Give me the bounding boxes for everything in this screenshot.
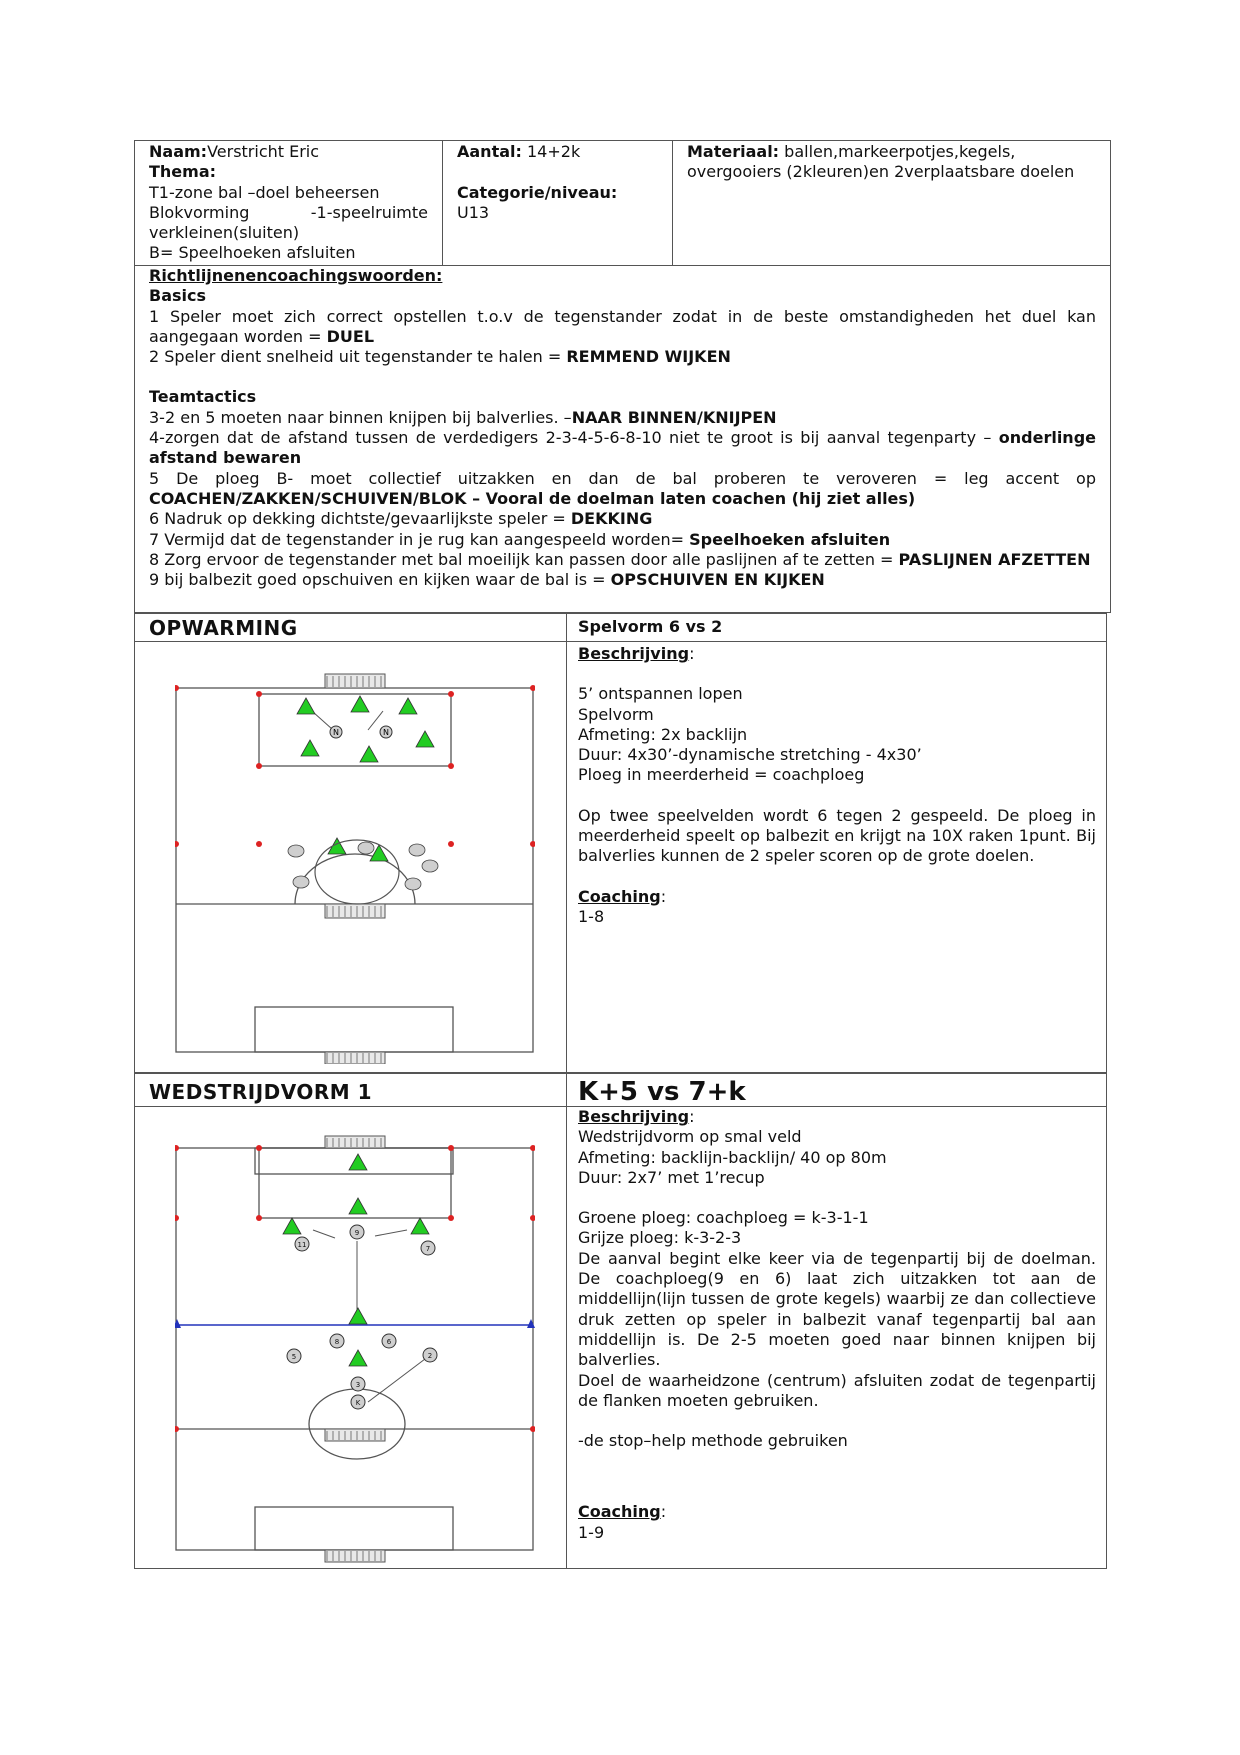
basics-item: 2 Speler dient snelheid uit tegenstander te halen = REMMEND WIJKEN [149, 347, 731, 367]
svg-text:11: 11 [297, 1241, 307, 1249]
goal-top-icon [325, 674, 385, 688]
goal-bottom-icon [325, 1550, 385, 1562]
desc-line: 5’ ontspannen lopen [578, 684, 743, 704]
exercise-description: Beschrijving: Wedstrijdvorm op smal veld Afmeting: backlijn-backlijn/ 40 op 80m Duur: 2x7’ met 1’recup Groene ploeg: coachploeg = k-3-1-1 Grijze ploeg: k-3-2-3 De aanval begint elke keer via de tegenpartij bij de doelman. De coachploeg(9 en 6) laat zich uitzakken tot aan de middellijn(lijn tussen de grote kegels) waarbij ze dan collectieve druk zetten op speler in balbezit vanaf tegenpartij bal aan middellijn is. De 2-5 moeten goed naar binnen knijpen bij balverlies. Doel de waarheidzone (centrum) afsluiten zodat de tegenpartij de flanken moeten gebruiken. -de stop–help methode gebruiken Coaching: 1-9 [578, 1107, 1096, 1542]
svg-text:5: 5 [291, 1353, 297, 1361]
goal-middle-icon [325, 904, 385, 918]
materiaal-label: Materiaal: [687, 142, 780, 161]
desc-paragraph: Doel de waarheidzone (centrum) afsluiten zodat de tegenpartij de flanken moeten gebruiken. [578, 1370, 1096, 1410]
aantal-label: Aantal: [457, 142, 522, 161]
svg-text:6: 6 [386, 1338, 392, 1346]
guidelines-title: Richtlijnenencoachingswoorden: [149, 266, 443, 285]
goal-top-icon [325, 1136, 385, 1148]
coaching-value: 1-9 [578, 1522, 605, 1542]
svg-text:N: N [383, 728, 389, 737]
materiaal-value: ballen,markeerpotjes,kegels, overgooiers (2kleuren)en 2verplaatsbare doelen [687, 142, 1075, 182]
goal-bottom-icon [325, 1052, 385, 1064]
desc-line: Wedstrijdvorm op smal veld [578, 1127, 802, 1147]
thema-label: Thema: [149, 162, 217, 182]
svg-text:2: 2 [427, 1352, 433, 1360]
header-col-naam [135, 141, 443, 265]
svg-text:7: 7 [425, 1245, 431, 1253]
categorie-value: U13 [457, 202, 490, 222]
desc-line: Spelvorm [578, 704, 654, 724]
guidelines-box [134, 265, 1111, 613]
svg-text:8: 8 [334, 1338, 340, 1346]
thema-line: T1-zone bal –doel beheersen [149, 182, 380, 202]
teamtactics-item: 8 Zorg ervoor de tegenstander met bal moeilijk kan passen door alle paslijnen af te zetten = PASLIJNEN AFZETTEN [149, 549, 1091, 569]
desc-line: Afmeting: 2x backlijn [578, 724, 748, 744]
svg-text:K: K [355, 1399, 361, 1407]
desc-line: Duur: 2x7’ met 1’recup [578, 1167, 765, 1187]
thema-line: B= Speelhoeken afsluiten [149, 243, 356, 263]
exercise-subtitle: Spelvorm 6 vs 2 [578, 617, 723, 636]
header-table [134, 140, 1111, 266]
basics-item: 1 Speler moet zich correct opstellen t.o.v de tegenstander zodat in de beste omstandigheden het duel kan aangegaan worden = DUEL [149, 306, 1096, 346]
desc-paragraph: De aanval begint elke keer via de tegenpartij bij de doelman. De coachploeg(9 en 6) laat zich uitzakken tot aan de middellijn(lijn tussen de grote kegels) waarbij ze dan collectieve druk zetten op speler in balbezit vanaf tegenpartij bal aan middellijn is. De 2-5 moeten goed naar binnen knijpen bij balverlies. [578, 1248, 1096, 1370]
teamtactics-item: 6 Nadruk op dekking dichtste/gevaarlijkste speler = DEKKING [149, 509, 653, 529]
thema-line: Blokvorming -1-speelruimte [149, 202, 428, 222]
teamtactics-item: 3-2 en 5 moeten naar binnen knijpen bij balverlies. –NAAR BINNEN/KNIJPEN [149, 407, 777, 427]
teamtactics-item: 7 Vermijd dat de tegenstander in je rug kan aangespeeld worden= Speelhoeken afsluiten [149, 529, 891, 549]
svg-text:N: N [333, 728, 339, 737]
exercise-title: WEDSTRIJDVORM 1 [149, 1080, 373, 1104]
desc-line: Groene ploeg: coachploeg = k-3-1-1 [578, 1208, 869, 1228]
header-col-aantal [443, 141, 673, 265]
svg-text:3: 3 [355, 1381, 361, 1389]
exercise-title: OPWARMING [149, 616, 298, 640]
basics-title: Basics [149, 286, 207, 306]
beschrijving-label: Beschrijving [578, 1107, 690, 1126]
goal-middle-icon [325, 1429, 385, 1441]
desc-line: Ploeg in meerderheid = coachploeg [578, 765, 865, 785]
exercise-description: Beschrijving: 5’ ontspannen lopen Spelvorm Afmeting: 2x backlijn Duur: 4x30’-dynamische stretching - 4x30’ Ploeg in meerderheid = coachploeg Op twee speelvelden wordt 6 tegen 2 gespeeld. De ploeg in meerderheid speelt op balbezit en krijgt na 10X raken 1punt. Bij balverlies kunnen de 2 speler scoren op de grote doelen. Coaching: 1-8 [578, 644, 1096, 926]
coaching-value: 1-8 [578, 906, 605, 926]
thema-line: verkleinen(sluiten) [149, 223, 300, 243]
categorie-label: Categorie/niveau: [457, 182, 618, 202]
coaching-label: Coaching [578, 886, 661, 906]
coaching-label: Coaching [578, 1502, 661, 1522]
grey-player-icons [288, 842, 438, 890]
desc-line: Duur: 4x30’-dynamische stretching - 4x30’ [578, 745, 922, 765]
exercise-opwarming [134, 613, 1107, 1073]
desc-line: -de stop–help methode gebruiken [578, 1431, 848, 1451]
teamtactics-title: Teamtactics [149, 387, 257, 407]
green-player-icons [297, 696, 434, 861]
desc-paragraph: Op twee speelvelden wordt 6 tegen 2 gespeeld. De ploeg in meerderheid speelt op balbezit en krijgt na 10X raken 1punt. Bij balverlies kunnen de 2 speler scoren op de grote doelen. [578, 805, 1096, 866]
teamtactics-item: 4-zorgen dat de afstand tussen de verdedigers 2-3-4-5-6-8-10 niet te groot is bij aanval tegenparty – onderlinge afstand bewaren [149, 428, 1096, 468]
desc-line: Grijze ploeg: k-3-2-3 [578, 1228, 742, 1248]
desc-line: Afmeting: backlijn-backlijn/ 40 op 80m [578, 1147, 887, 1167]
beschrijving-label: Beschrijving [578, 644, 690, 663]
exercise-wedstrijdvorm [134, 1073, 1107, 1569]
pitch-diagram-wedstrijdvorm [175, 1114, 535, 1564]
header-col-materiaal [673, 141, 1110, 265]
exercise-subtitle: K+5 vs 7+k [578, 1077, 746, 1107]
pitch-diagram-opwarming [175, 654, 535, 1064]
naam-value: Verstricht Eric [207, 142, 320, 161]
svg-text:9: 9 [354, 1229, 360, 1237]
green-player-icons [283, 1154, 429, 1366]
teamtactics-item: 9 bij balbezit goed opschuiven en kijken waar de bal is = OPSCHUIVEN EN KIJKEN [149, 570, 825, 590]
teamtactics-item: 5 De ploeg B- moet collectief uitzakken en dan de bal proberen te veroveren = leg accent op COACHEN/ZAKKEN/SCHUIVEN/BLOK – Vooral de doelman laten coachen (hij ziet alles) [149, 468, 1096, 508]
attacker-icons [330, 726, 392, 738]
naam-label: Naam: [149, 142, 208, 161]
aantal-value: 14+2k [527, 142, 581, 161]
